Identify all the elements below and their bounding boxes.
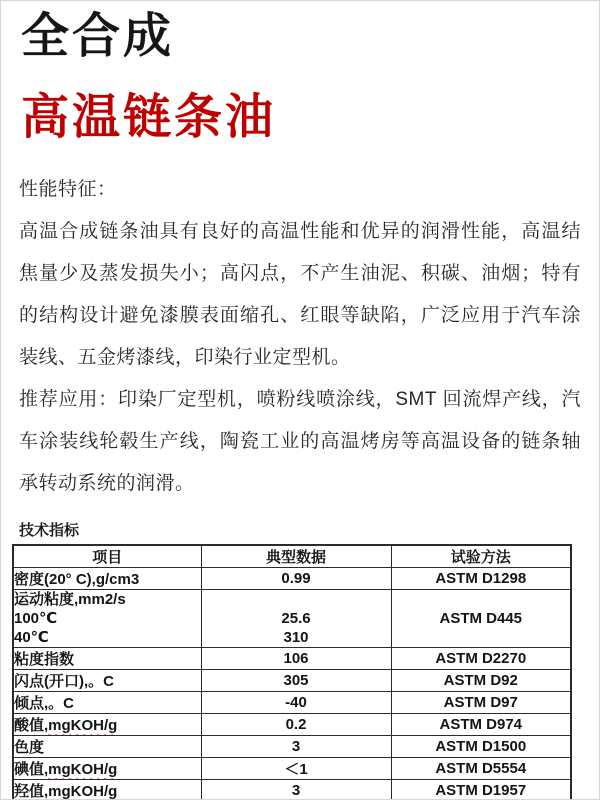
- item-spellcheck-text: ,mgKOH/g: [44, 783, 118, 800]
- table-row-viscosity-index: [13, 648, 571, 670]
- viscosity-value-blank: [202, 590, 391, 609]
- cell-method: ASTM D1298: [391, 568, 571, 590]
- col-header-test-method: 试验方法: [391, 545, 571, 568]
- cell-item: 闪点(开口),。C: [13, 670, 201, 692]
- cell-item: 粘度指数: [13, 648, 201, 670]
- viscosity-label-line: 运动粘度,mm2/s: [14, 591, 126, 609]
- cell-value: 3: [201, 780, 391, 800]
- table-row-iodine-value: [13, 758, 571, 780]
- table-row-hydroxyl-value: [13, 780, 571, 800]
- recommended-applications-paragraph: 推荐应用：印染厂定型机，喷粉线喷涂线，SMT 回流焊产线，汽车涂装线轮毂生产线，陶瓷工业的高温烤房等高温设备的链条轴承转动系统的润滑。: [19, 389, 581, 495]
- viscosity-40c-line: 40℃: [14, 629, 49, 647]
- cell-value: 3: [201, 736, 391, 758]
- table-row-viscosity: [13, 590, 571, 648]
- cell-value: ＜1: [201, 758, 391, 780]
- cell-item: [13, 714, 201, 736]
- cell-value: 0.99: [201, 568, 391, 590]
- viscosity-value-40c: 310: [283, 629, 309, 647]
- performance-features-paragraph: 高温合成链条油具有良好的高温性能和优异的润滑性能，高温结焦量少及蒸发损失小；高闪点，不产生油泥、积碳、油烟；特有的结构设计避免漆膜表面缩孔、红眼等缺陷，广泛应用于汽车涂装线、五金烤漆线，印染行业定型机。: [19, 221, 581, 369]
- cell-value: 106: [201, 648, 391, 670]
- item-text: 碘值: [14, 761, 45, 779]
- viscosity-value-100c: 25.6: [281, 610, 311, 628]
- cell-value: 0.2: [201, 714, 391, 736]
- table-row-density: [13, 568, 571, 590]
- cell-method: ASTM D445: [391, 590, 571, 648]
- cell-method: ASTM D974: [391, 714, 571, 736]
- cell-item: 倾点,。C: [13, 692, 201, 714]
- cell-item: [13, 780, 201, 800]
- technical-specs-table: [12, 544, 572, 800]
- cell-method: ASTM D1957: [391, 780, 571, 800]
- table-header-row: [13, 545, 571, 568]
- cell-method: ASTM D5554: [391, 758, 571, 780]
- performance-features-heading: 性能特征：: [19, 179, 117, 201]
- cell-item: [13, 758, 201, 780]
- col-header-typical-data: 典型数据: [201, 545, 391, 568]
- product-series-title: 全合成: [21, 10, 175, 63]
- cell-value: -40: [201, 692, 391, 714]
- item-text: 羟值: [14, 783, 45, 800]
- cell-method: ASTM D97: [391, 692, 571, 714]
- item-text: 酸值: [14, 717, 45, 735]
- viscosity-100c-line: 100℃: [14, 610, 58, 628]
- cell-method: ASTM D1500: [391, 736, 571, 758]
- cell-item: 色度: [13, 736, 201, 758]
- cell-item: [13, 590, 201, 648]
- cell-item: 密度(20° C),g/cm3: [13, 568, 201, 590]
- product-name-title: 高温链条油: [21, 91, 277, 145]
- cell-method: ASTM D92: [391, 670, 571, 692]
- item-spellcheck-text: ,mgKOH/g: [44, 717, 118, 735]
- technical-specs-heading: 技术指标: [19, 522, 80, 540]
- table-row-color: [13, 736, 571, 758]
- cell-value: 305: [201, 670, 391, 692]
- table-row-pour-point: [13, 692, 571, 714]
- col-header-item: 项目: [13, 545, 201, 568]
- table-row-flash-point: [13, 670, 571, 692]
- cell-method: ASTM D2270: [391, 648, 571, 670]
- body-text-block: [19, 169, 581, 505]
- table-row-acid-value: [13, 714, 571, 736]
- cell-value: [201, 590, 391, 648]
- item-spellcheck-text: ,mgKOH/g: [44, 761, 118, 779]
